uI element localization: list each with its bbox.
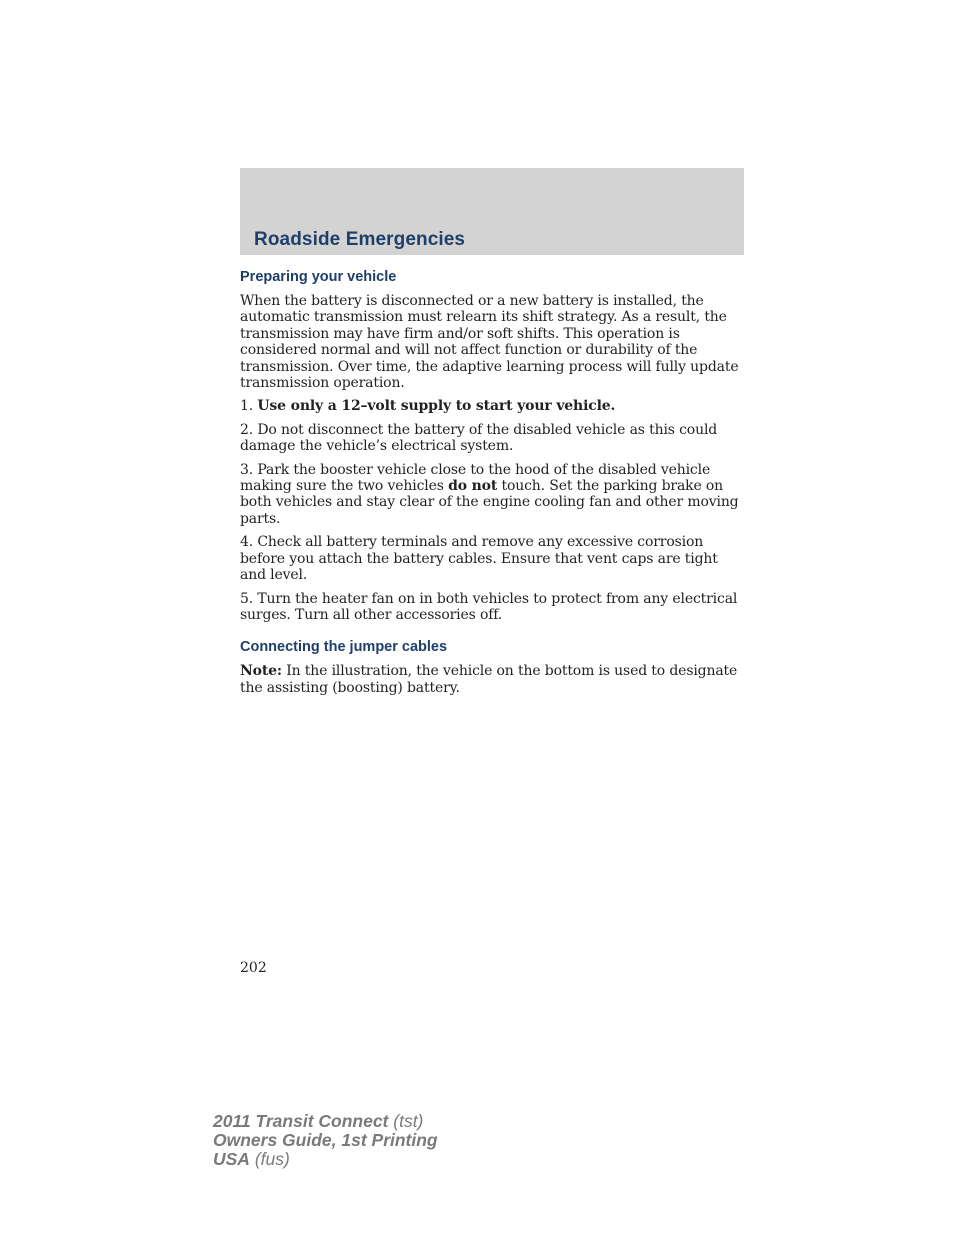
step-5: 5. Turn the heater fan on in both vehicles to protect from any electrical surges. Turn all other accessories off.: [240, 590, 738, 623]
heading-preparing-vehicle: Preparing your vehicle: [240, 269, 397, 285]
section-title: Roadside Emergencies: [254, 229, 466, 250]
step-1: [240, 398, 744, 414]
step-2: 2. Do not disconnect the battery of the disabled vehicle as this could damage the vehicle’s electrical system.: [240, 421, 718, 455]
heading-connecting-cables: Connecting the jumper cables: [240, 639, 448, 656]
page-number: 202: [240, 960, 267, 976]
note-label: Note:: [240, 663, 282, 680]
document-footer: [213, 1112, 438, 1169]
step-3-text-start: 3. Park the booster vehicle close to the hood of the disabled vehicle making sure the two vehicles: [240, 461, 711, 495]
intro-paragraph: When the battery is disconnected or a new battery is installed, the automatic transmission must relearn its shift strategy. As a result, the transmission may have firm and/or soft shifts. This operation is considered normal and will not affect function or durability of the transmission. Over time, the adaptive learning process will fully update transmission operation.: [240, 293, 739, 392]
section-header-band: [240, 168, 744, 255]
page-content: [240, 268, 744, 703]
step-1-number: 1.: [240, 398, 258, 415]
footer-edition: Owners Guide, 1st Printing: [213, 1130, 438, 1150]
footer-line-2: [213, 1131, 438, 1150]
step-3-bold-text: do not: [448, 478, 498, 495]
note-paragraph: [240, 663, 744, 696]
footer-market: USA: [213, 1149, 250, 1169]
footer-model-code: (tst): [388, 1111, 424, 1131]
footer-market-code: (fus): [249, 1149, 290, 1169]
step-3-text-end: touch. Set the parking brake on both vehicles and stay clear of the engine cooling fan and other moving parts.: [240, 478, 739, 527]
note-text: In the illustration, the vehicle on the bottom is used to designate the assisting (boosting) battery.: [240, 663, 738, 696]
step-3: [240, 462, 744, 528]
footer-line-3: [213, 1150, 438, 1169]
step-4: 4. Check all battery terminals and remove any excessive corrosion before you attach the battery cables. Ensure that vent caps are tight and level.: [240, 534, 718, 584]
footer-model: 2011 Transit Connect: [213, 1111, 389, 1131]
step-1-bold-text: Use only a 12–volt supply to start your vehicle.: [257, 398, 616, 415]
footer-line-1: [213, 1112, 438, 1131]
